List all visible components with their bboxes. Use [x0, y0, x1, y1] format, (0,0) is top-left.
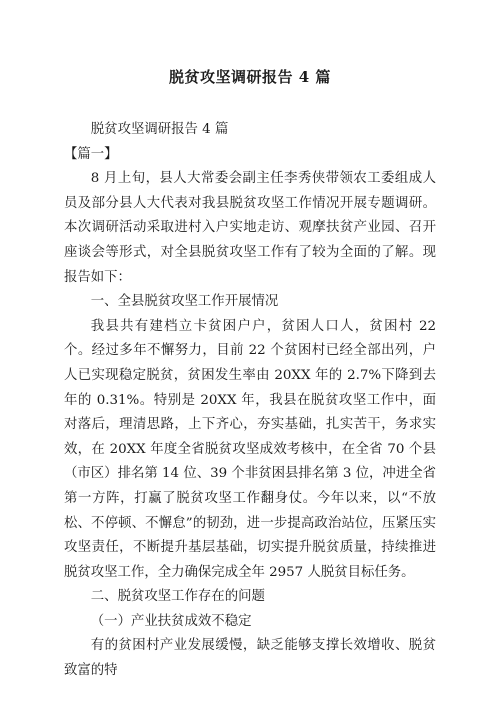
subheading-2-1: （一）产业扶贫成效不稳定 [90, 613, 252, 629]
paragraph-intro: 8 月上旬，县人大常委会副主任李秀侠带领农工委组成人员及部分县人大代表对我县脱贫攻坚工作情况开展专题调研。本次调研活动采取进村入户实地走访、观摩扶贫产业园、召开座谈会等形式，对全县脱贫攻坚工作有了较为全面的了解。现报告如下： [64, 171, 436, 285]
section-label: 【篇一】 [64, 146, 118, 162]
document-title: 脱贫攻坚调研报告 4 篇 [169, 68, 331, 86]
paragraph-section-2-1: 有的贫困村产业发展缓慢，缺乏能够支撑长效增收、脱贫致富的特 [64, 638, 436, 679]
paragraph-section-1: 我县共有建档立卡贫困户户，贫困人口人，贫困村 22 个。经过多年不懈努力，目前 22 个贫困村已经全部出列，户人已实现稳定脱贫，贫困发生率由 20XX 年的 2.7%下降到去年的 0.31%。特别是 20XX 年，我县在脱贫攻坚工作中，面对落后，理清思路，上下齐心，夯实基础，扎实苦干，务求实效，在 20XX 年度全省脱贫攻坚成效考核中，在全省 70 个县（市区）排名第 14 位、39 个非贫困县排名第 3 位，冲进全省第一方阵，打赢了脱贫攻坚工作翻身仗。今年以来，以“不放松、不停顿、不懈怠”的韧劲，进一步提高政治站位，压紧压实攻坚责任，不断提升基层基础，切实提升脱贫质量，持续推进脱贫攻坚工作，全力确保完成全年 2957 人脱贫目标任务。 [64, 318, 436, 580]
document-subtitle: 脱贫攻坚调研报告 4 篇 [90, 122, 229, 137]
heading-section-1: 一、全县脱贫攻坚工作开展情况 [90, 294, 279, 310]
heading-section-2: 二、脱贫攻坚工作存在的问题 [90, 589, 265, 605]
document-body [64, 118, 436, 684]
